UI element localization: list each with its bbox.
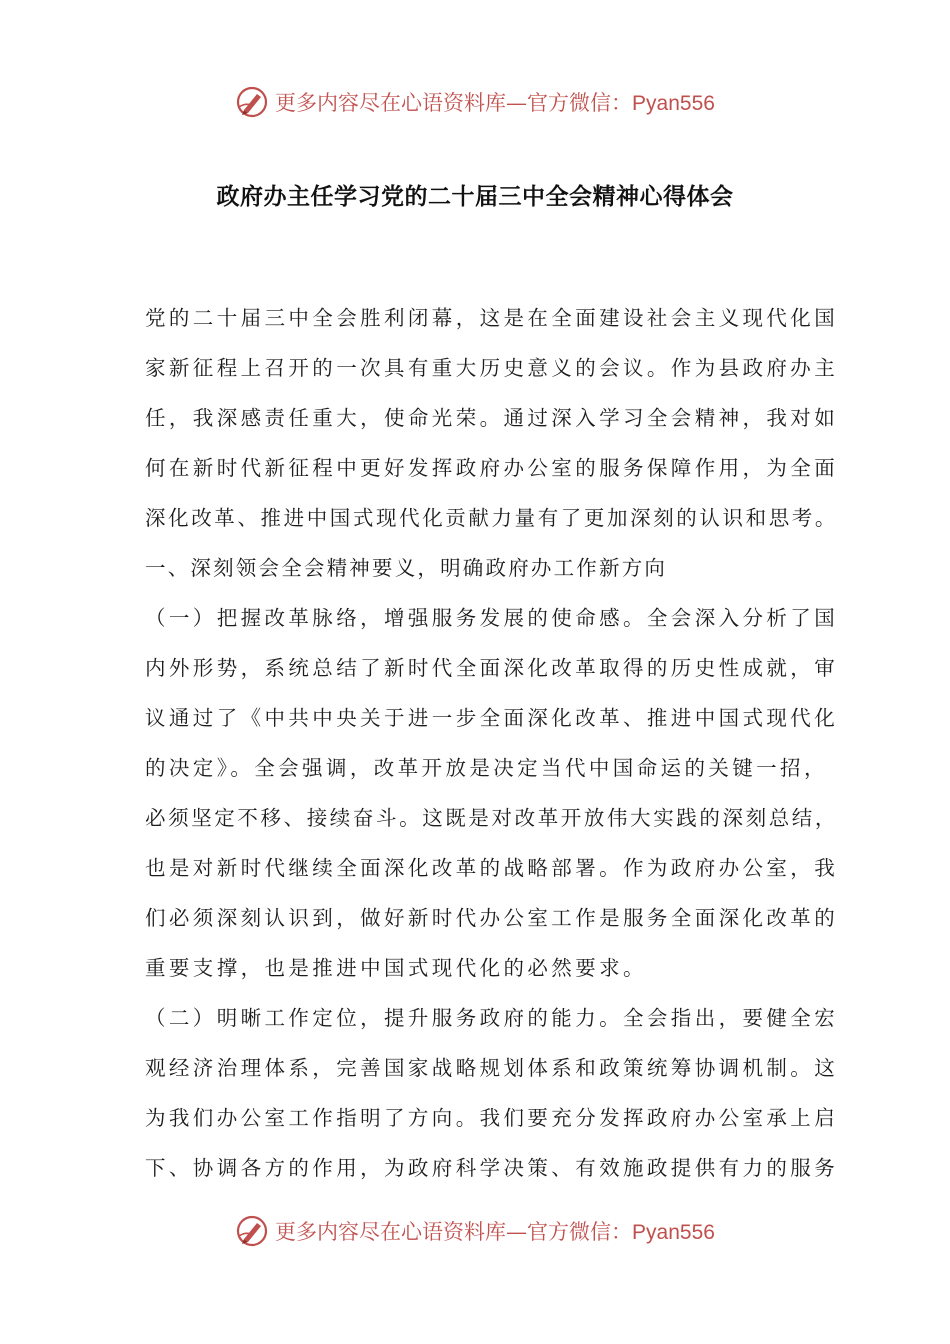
promo-text	[275, 1216, 715, 1246]
body-line: 家新征程上召开的一次具有重大历史意义的会议。作为县政府办主	[145, 356, 839, 380]
body-line: 们必须深刻认识到，做好新时代办公室工作是服务全面深化改革的	[145, 906, 839, 930]
pen-logo-icon	[235, 1214, 269, 1248]
body-line: 任，我深感责任重大，使命光荣。通过深入学习全会精神，我对如	[145, 406, 839, 430]
body-line: 的决定》。全会强调，改革开放是决定当代中国命运的关键一招，	[145, 756, 828, 780]
promo-label: 更多内容尽在心语资料库—官方微信：	[275, 1220, 633, 1244]
pen-logo-icon	[235, 85, 269, 119]
body-line: 重要支撑，也是推进中国式现代化的必然要求。	[145, 956, 647, 980]
body-line: （二）明晰工作定位，提升服务政府的能力。全会指出，要健全宏	[145, 1006, 839, 1030]
body-line: 何在新时代新征程中更好发挥政府办公室的服务保障作用，为全面	[145, 456, 839, 480]
body-line: 下、协调各方的作用，为政府科学决策、有效施政提供有力的服务	[145, 1156, 839, 1180]
body-line: 必须坚定不移、接续奋斗。这既是对改革开放伟大实践的深刻总结，	[145, 806, 838, 830]
document-body	[145, 293, 839, 1193]
body-line: 深化改革、推进中国式现代化贡献力量有了更加深刻的认识和思考。	[145, 506, 838, 530]
promo-text	[275, 87, 715, 117]
body-line: （一）把握改革脉络，增强服务发展的使命感。全会深入分析了国	[145, 606, 839, 630]
wechat-contact: Pyan556	[632, 92, 715, 115]
body-line: 也是对新时代继续全面深化改革的战略部署。作为政府办公室，我	[145, 856, 839, 880]
promo-label: 更多内容尽在心语资料库—官方微信：	[275, 91, 633, 115]
body-line: 党的二十届三中全会胜利闭幕，这是在全面建设社会主义现代化国	[145, 306, 839, 330]
body-line: 议通过了《中共中央关于进一步全面深化改革、推进中国式现代化	[145, 706, 839, 730]
body-line: 内外形势，系统总结了新时代全面深化改革取得的历史性成就，审	[145, 656, 839, 680]
footer-banner	[0, 1211, 950, 1251]
document-title: 政府办主任学习党的二十届三中全会精神心得体会	[216, 184, 734, 210]
body-line: 观经济治理体系，完善国家战略规划体系和政策统筹协调机制。这	[145, 1056, 839, 1080]
wechat-contact: Pyan556	[632, 1221, 715, 1244]
body-line: 为我们办公室工作指明了方向。我们要充分发挥政府办公室承上启	[145, 1106, 839, 1130]
header-banner	[0, 82, 950, 122]
section-heading: 一、深刻领会全会精神要义，明确政府办工作新方向	[145, 556, 668, 580]
